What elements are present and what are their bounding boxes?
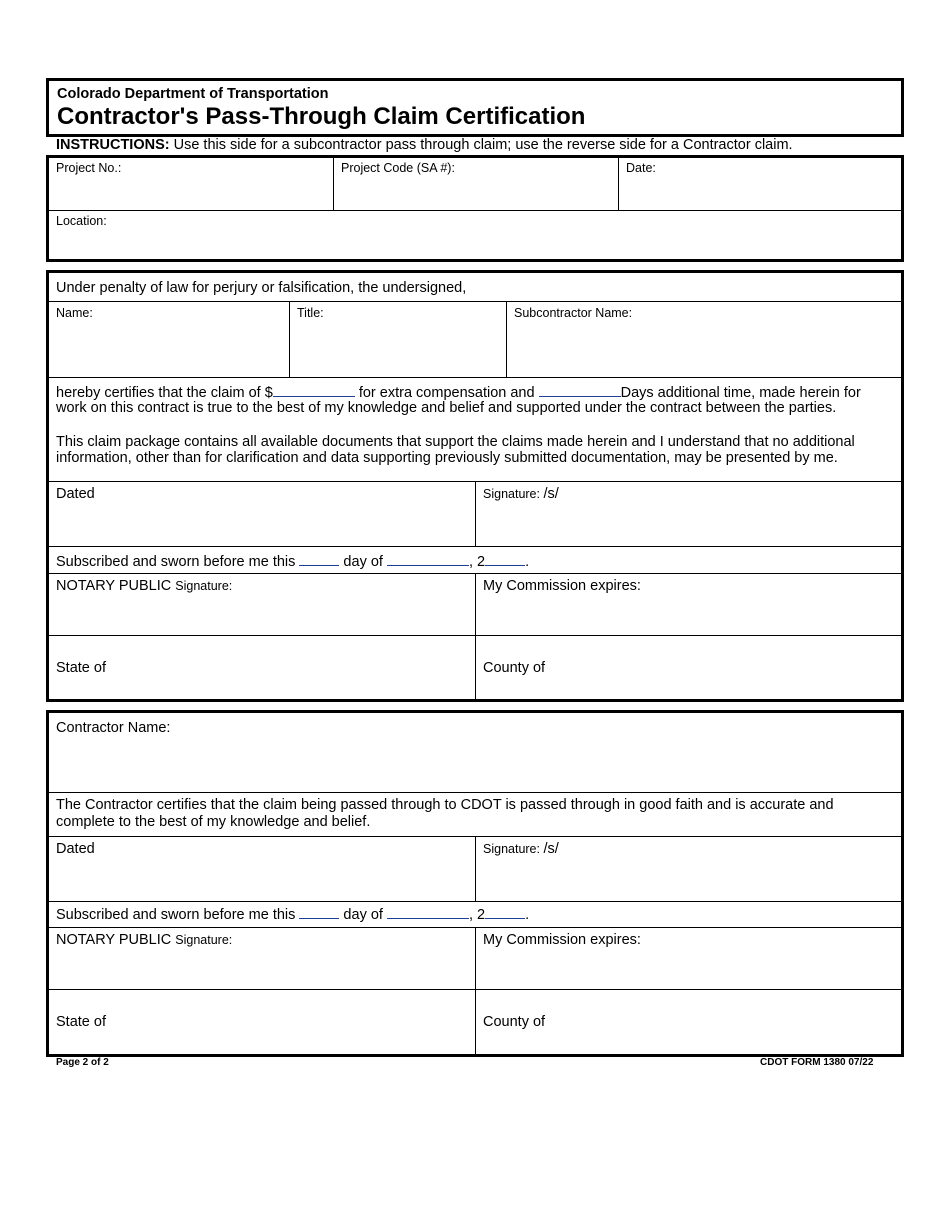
contractor-notary-line (56, 932, 232, 949)
notary-label: NOTARY PUBLIC (56, 578, 176, 594)
county-field[interactable] (476, 636, 901, 699)
contractor-sworn-year-blank[interactable] (485, 905, 525, 919)
form-header (46, 78, 904, 137)
instructions-text: Use this side for a subcontractor pass through claim; use the reverse side for a Contractor claim. (169, 137, 793, 153)
page-number: Page 2 of 2 (56, 1057, 109, 1068)
notary-signature-label: Signature: (175, 579, 233, 593)
date-field[interactable] (619, 158, 901, 210)
project-code-label: Project Code (SA #): (341, 161, 455, 175)
contractor-county-label: County of (483, 1014, 546, 1030)
instructions-label: INSTRUCTIONS: (56, 137, 170, 153)
notary-signature-field[interactable] (49, 574, 475, 635)
title-label: Title: (297, 306, 324, 320)
certification-line-3: This claim package contains all available documents that support the claims made herein and I understand that no additional (56, 434, 855, 450)
signature-field[interactable] (476, 482, 901, 546)
project-code-field[interactable] (334, 158, 618, 210)
contractor-name-field[interactable] (49, 713, 901, 792)
contractor-sworn-statement: Subscribed and sworn before me this day of , 2 . (56, 907, 530, 923)
name-label: Name: (56, 306, 93, 320)
contractor-section (46, 710, 904, 1057)
state-field[interactable] (49, 636, 475, 699)
contractor-commission-expires-field[interactable] (476, 928, 901, 989)
location-label: Location: (56, 214, 107, 228)
contractor-dated-field[interactable] (49, 837, 475, 901)
location-field[interactable] (49, 211, 901, 259)
contractor-dated-label: Dated (56, 841, 95, 857)
subcontractor-name-label: Subcontractor Name: (514, 306, 633, 320)
sworn-year-blank[interactable] (485, 552, 525, 566)
contractor-signature-field[interactable] (476, 837, 901, 901)
contractor-sworn-month-blank[interactable] (387, 905, 469, 919)
claim-amount-blank[interactable] (273, 383, 355, 397)
name-field[interactable] (49, 302, 289, 377)
project-info-box (46, 155, 904, 262)
signature-label: Signature: (483, 487, 544, 501)
form-title: Contractor's Pass-Through Claim Certification (57, 103, 586, 130)
form-id: CDOT FORM 1380 07/22 (760, 1057, 874, 1068)
title-field[interactable] (290, 302, 506, 377)
signature-line (483, 486, 559, 503)
commission-label: My Commission expires: (483, 578, 641, 594)
penalty-statement: Under penalty of law for perjury or falsification, the undersigned, (56, 280, 467, 296)
contractor-signature-value: /s/ (543, 841, 559, 857)
contractor-signature-line (483, 841, 559, 858)
contractor-state-label: State of (56, 1014, 106, 1030)
subcontractor-section (46, 270, 904, 702)
project-no-field[interactable] (49, 158, 333, 210)
sworn-statement: Subscribed and sworn before me this day of , 2 . (56, 554, 530, 570)
contractor-sworn-day-blank[interactable] (299, 905, 339, 919)
contractor-commission-label: My Commission expires: (483, 932, 641, 948)
county-label: County of (483, 660, 546, 676)
certification-line-2: work on this contract is true to the best of my knowledge and belief and supported under the contract between the parties. (56, 400, 837, 416)
instructions (56, 137, 793, 153)
contractor-notary-signature-field[interactable] (49, 928, 475, 989)
sworn-day-blank[interactable] (299, 552, 339, 566)
contractor-county-field[interactable] (476, 990, 901, 1054)
dated-label: Dated (56, 486, 95, 502)
dated-field[interactable] (49, 482, 475, 546)
commission-expires-field[interactable] (476, 574, 901, 635)
contractor-name-label: Contractor Name: (56, 720, 171, 736)
notary-line (56, 578, 232, 595)
certification-line-4: information, other than for clarification and data supporting previously submitted documentation, may be presented by me. (56, 450, 838, 466)
contractor-state-field[interactable] (49, 990, 475, 1054)
contractor-notary-label: NOTARY PUBLIC (56, 932, 176, 948)
signature-value: /s/ (543, 486, 559, 502)
project-no-label: Project No.: (56, 161, 122, 175)
contractor-signature-label: Signature: (483, 842, 544, 856)
contractor-certification-line-2: complete to the best of my knowledge and belief. (56, 814, 371, 830)
state-label: State of (56, 660, 106, 676)
agency-name: Colorado Department of Transportation (57, 86, 329, 102)
contractor-notary-signature-label: Signature: (175, 933, 233, 947)
subcontractor-name-field[interactable] (507, 302, 901, 377)
certification-line-1: hereby certifies that the claim of $ for extra compensation and Days additional time, made herein for (56, 385, 861, 401)
additional-days-blank[interactable] (539, 383, 621, 397)
date-label: Date: (626, 161, 656, 175)
sworn-month-blank[interactable] (387, 552, 469, 566)
contractor-certification-line-1: The Contractor certifies that the claim being passed through to CDOT is passed through in good faith and is accurate and (56, 797, 834, 813)
